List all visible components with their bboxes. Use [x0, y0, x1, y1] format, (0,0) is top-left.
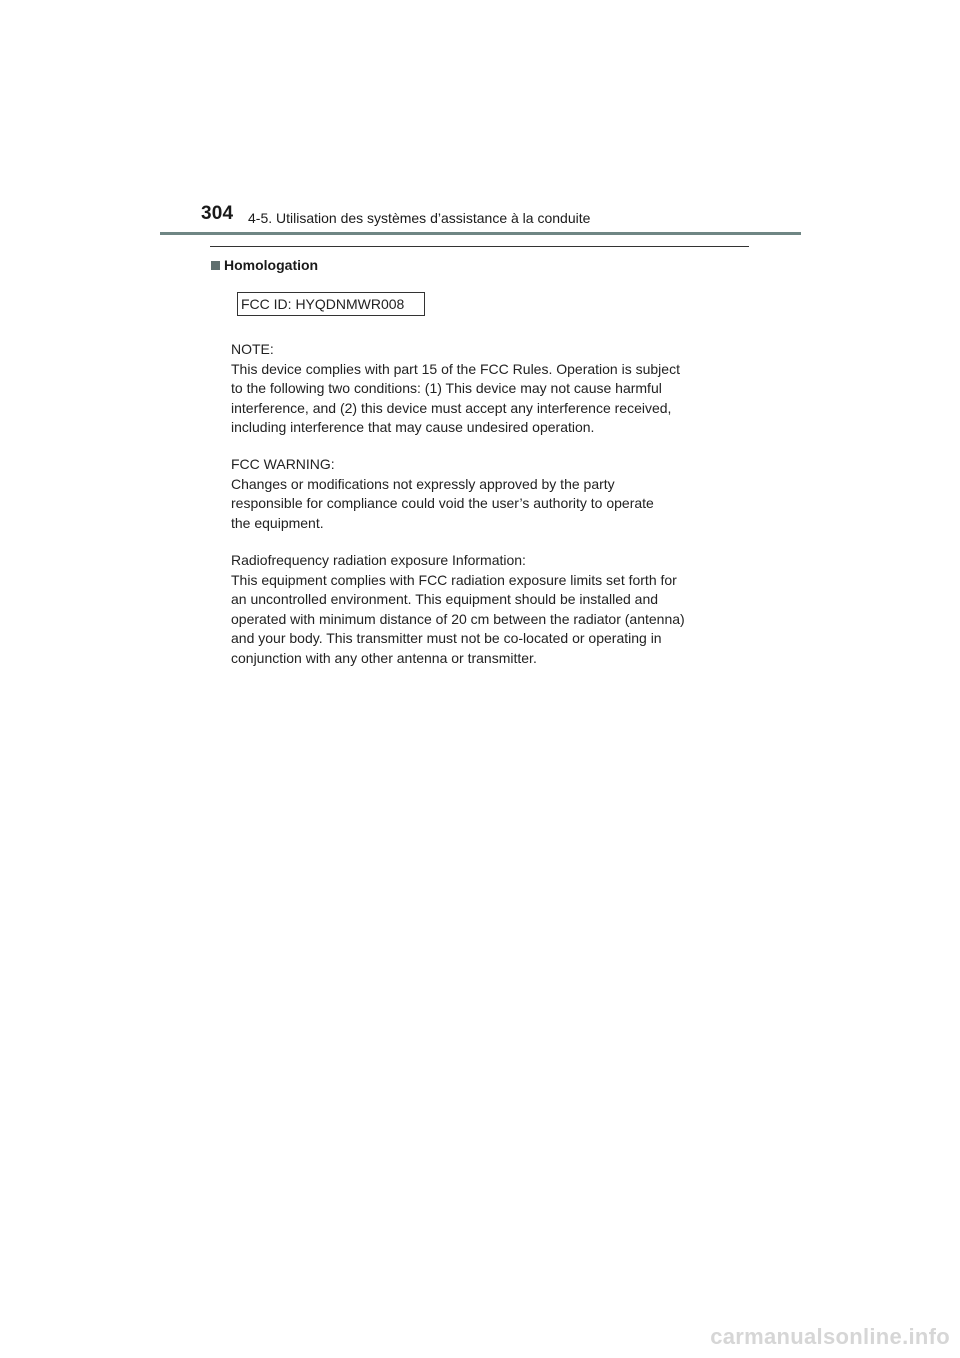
section-title: 4-5. Utilisation des systèmes d’assistance à la conduite	[248, 210, 591, 226]
warning-line: Changes or modifications not expressly approved by the party	[231, 475, 615, 492]
radiation-line: Radiofrequency radiation exposure Information:	[231, 552, 526, 568]
watermark: carmanualsonline.info	[710, 1324, 950, 1349]
homologation-heading	[211, 257, 318, 273]
warning-block	[231, 455, 751, 533]
note-block	[231, 340, 751, 438]
note-line: interference, and (2) this device must accept any interference received,	[231, 399, 672, 416]
radiation-line: an uncontrolled environment. This equipment should be installed and	[231, 591, 659, 607]
warning-line: the equipment.	[231, 514, 324, 531]
header-rule	[160, 232, 801, 235]
page-number: 304	[201, 203, 234, 224]
fcc-id-box: FCC ID: HYQDNMWR008	[237, 292, 425, 316]
square-bullet-icon	[211, 261, 220, 270]
radiation-line: This equipment complies with FCC radiation exposure limits set forth for	[231, 571, 677, 588]
radiation-line: and your body. This transmitter must not be co-located or operating in	[231, 630, 662, 646]
sub-rule	[210, 246, 749, 247]
radiation-line: conjunction with any other antenna or transmitter.	[231, 649, 537, 666]
note-line: to the following two conditions: (1) This device may not cause harmful	[231, 380, 662, 396]
radiation-block	[231, 551, 751, 668]
note-line: including interference that may cause undesired operation.	[231, 419, 595, 435]
warning-line: responsible for compliance could void the user’s authority to operate	[231, 495, 654, 511]
radiation-line: operated with minimum distance of 20 cm between the radiator (antenna)	[231, 610, 685, 627]
heading-text: Homologation	[224, 257, 319, 273]
warning-line: FCC WARNING:	[231, 456, 335, 472]
note-line: NOTE:	[231, 341, 274, 357]
note-line: This device complies with part 15 of the FCC Rules. Operation is subject	[231, 360, 680, 377]
